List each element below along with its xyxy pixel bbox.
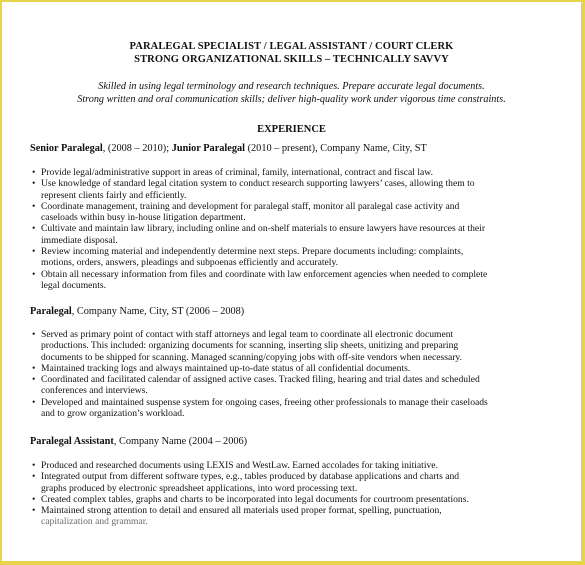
summary-line-1: Skilled in using legal terminology and research techniques. Prepare accurate legal documents. <box>98 81 485 92</box>
bullet-item <box>32 167 542 178</box>
bullet-text: Served as primary point of contact with staff attorneys and legal team to coordinate all electronic document <box>41 329 454 340</box>
bullet-text: immediate disposal. <box>41 234 118 246</box>
job-details: , Company Name (2004 – 2006) <box>113 436 248 447</box>
bullet-item <box>32 201 542 224</box>
bullet-text: Produced and researched documents using LEXIS and WestLaw. Earned accolades for taking initiative. <box>41 460 438 471</box>
section-title-experience: EXPERIENCE <box>257 124 326 135</box>
bullet-text: Coordinated and facilitated calendar of assigned active cases. Tracked filing, hearing and trial dates and scheduled <box>41 374 480 386</box>
job-heading <box>30 306 244 317</box>
bullet-dot-icon: • <box>32 362 36 374</box>
bullet-text: Cultivate and maintain law library, including online and on-shelf materials to ensure lawyers have resources at their <box>41 223 486 235</box>
bullet-item <box>32 363 542 374</box>
bullet-dot-icon: • <box>32 246 36 258</box>
bullet-list <box>32 167 542 291</box>
summary-line-2: Strong written and oral communication skills; deliver high-quality work under vigorous time constraints. <box>77 94 506 105</box>
bullet-text: Integrated output from different software types, e.g., tables produced by database applications and charts and <box>41 471 460 483</box>
bullet-dot-icon: • <box>32 471 36 483</box>
bullet-text: Obtain all necessary information from files and coordinate with law enforcement agencies when needed to complete <box>41 268 488 280</box>
bullet-text: conferences and interviews. <box>41 385 148 397</box>
bullet-dot-icon: • <box>32 505 36 517</box>
job-title: Paralegal <box>30 306 72 317</box>
bullet-dot-icon: • <box>32 460 36 471</box>
bullet-item <box>32 397 542 420</box>
bullet-text: documents to be shipped for scanning. Managed scanning/copying jobs with off-site vendors when necessary. <box>41 351 462 363</box>
bullet-text: Created complex tables, graphs and charts to be incorporated into legal documents for courtroom presentations. <box>41 493 469 505</box>
bullet-text: productions. This included: organizing documents for scanning, inserting slip sheets, unitizing and preparing <box>41 340 459 352</box>
bullet-dot-icon: • <box>32 396 36 408</box>
bullet-dot-icon: • <box>32 374 36 386</box>
bullet-dot-icon: • <box>32 178 36 190</box>
bullet-dot-icon: • <box>32 493 36 505</box>
job-dates: , (2008 – 2010); <box>102 143 172 154</box>
bullet-text: Review incoming material and independently determine next steps. Prepare documents including: complaints, <box>41 246 464 258</box>
job-title: Paralegal Assistant <box>30 436 114 447</box>
bullet-item <box>32 223 542 246</box>
bullet-text: Developed and maintained suspense system for ongoing cases, freeing other professionals to manage their caseloads <box>41 396 488 408</box>
bullet-item <box>32 329 542 363</box>
bullet-text: represent clients fairly and efficiently. <box>41 189 187 201</box>
bullet-text: graphs produced by electronic spreadsheet applications, into word processing text. <box>41 482 358 494</box>
bullet-text: Use knowledge of standard legal citation system to conduct research supporting lawyers’ cases, allowing them to <box>41 178 475 190</box>
bullet-dot-icon: • <box>32 167 36 178</box>
bullet-text: caseloads within busy in-house litigation department. <box>41 212 246 224</box>
bullet-item <box>32 246 542 269</box>
document-page <box>2 2 581 561</box>
job-heading <box>30 143 427 154</box>
job-title: Senior Paralegal <box>30 143 103 154</box>
bullet-dot-icon: • <box>32 329 36 340</box>
bullet-text: legal documents. <box>41 279 107 291</box>
bullet-text: motions, orders, answers, pleadings and subpoenas efficiently and accurately. <box>41 257 339 269</box>
bullet-text: Coordinate management, training and development for paralegal staff, monitor all paralegal case activity and <box>41 200 460 212</box>
bullet-item <box>32 269 542 292</box>
bullet-text: Maintained tracking logs and always maintained up-to-date status of all confidential documents. <box>41 362 411 374</box>
bullet-list <box>32 460 542 528</box>
resume-subheadline: STRONG ORGANIZATIONAL SKILLS – TECHNICALLY SAVVY <box>134 54 449 65</box>
resume-headline: PARALEGAL SPECIALIST / LEGAL ASSISTANT / COURT CLERK <box>129 41 454 52</box>
bullet-dot-icon: • <box>32 268 36 280</box>
bullet-text: capitalization and grammar. <box>41 516 148 528</box>
bullet-text: Provide legal/administrative support in areas of criminal, family, international, contract and fiscal law. <box>41 167 433 178</box>
job-heading <box>30 436 247 447</box>
bullet-dot-icon: • <box>32 223 36 235</box>
bullet-list <box>32 329 542 419</box>
bullet-item <box>32 178 542 201</box>
bullet-item <box>32 494 542 505</box>
job-details: , Company Name, City, ST (2006 – 2008) <box>71 306 245 317</box>
bullet-item <box>32 374 542 397</box>
bullet-text: Maintained strong attention to detail and ensured all materials used proper format, spelling, punctuation, <box>41 505 442 517</box>
bullet-text: and to grow organization’s workload. <box>41 408 185 420</box>
job-title: Junior Paralegal <box>171 143 246 154</box>
job-details: (2010 – present), Company Name, City, ST <box>245 143 427 154</box>
bullet-dot-icon: • <box>32 200 36 212</box>
bullet-item <box>32 471 542 494</box>
bullet-item <box>32 505 542 528</box>
bullet-item <box>32 460 542 471</box>
